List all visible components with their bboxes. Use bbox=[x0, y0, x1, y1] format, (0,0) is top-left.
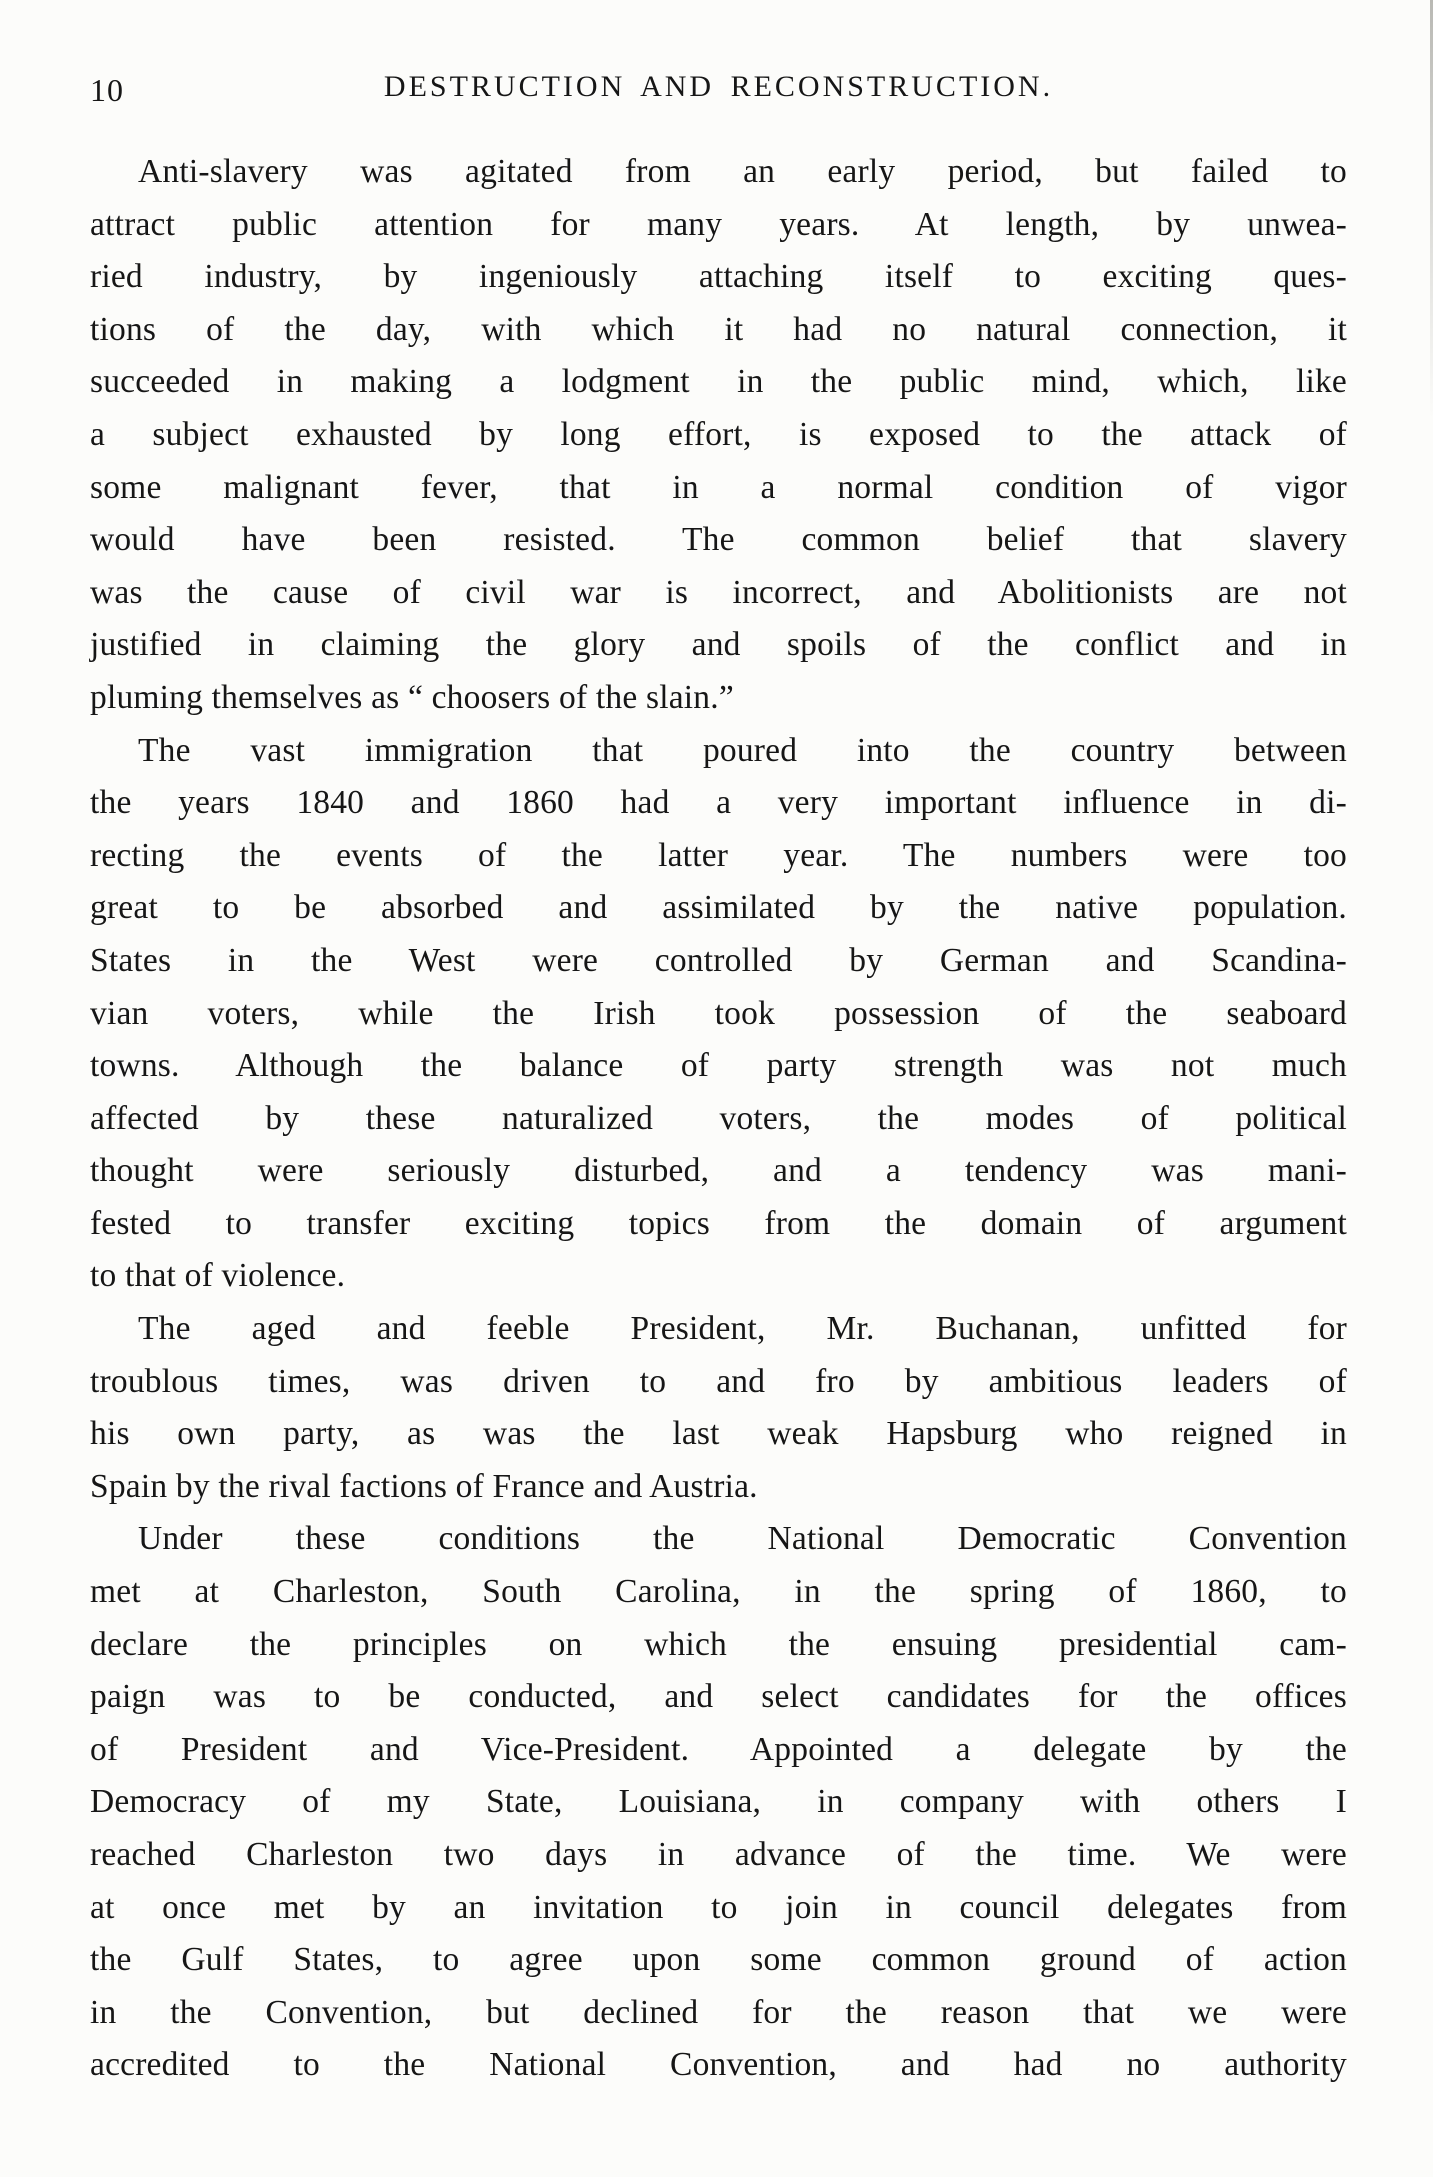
page-number: 10 bbox=[90, 72, 124, 108]
page-header bbox=[90, 70, 1347, 114]
text-line: at once met by an invitation to join in council delegates from bbox=[90, 1888, 1347, 1926]
text-line: of President and Vice-President. Appointed a delegate by the bbox=[90, 1730, 1347, 1768]
text-line: affected by these naturalized voters, the modes of political bbox=[90, 1099, 1347, 1137]
text-line: accredited to the National Convention, and had no authority bbox=[90, 2046, 1347, 2084]
text-line: justified in claiming the glory and spoils of the conflict and in bbox=[90, 626, 1347, 664]
running-head: DESTRUCTION AND RECONSTRUCTION. bbox=[383, 70, 1054, 103]
text-line: Anti-slavery was agitated from an early period, but failed to bbox=[138, 153, 1347, 190]
text-line: declare the principles on which the ensuing presidential cam- bbox=[90, 1625, 1347, 1663]
text-line: a subject exhausted by long effort, is exposed to the attack of bbox=[90, 415, 1347, 453]
text-line: was the cause of civil war is incorrect, and Abolitionists are not bbox=[90, 573, 1347, 611]
text-line: attract public attention for many years. At length, by unwea- bbox=[90, 205, 1347, 243]
text-line: ried industry, by ingeniously attaching itself to exciting ques- bbox=[90, 258, 1347, 296]
text-line: tions of the day, with which it had no natural connection, it bbox=[90, 310, 1347, 348]
text-line: towns. Although the balance of party strength was not much bbox=[90, 1047, 1347, 1085]
text-line: recting the events of the latter year. The numbers were too bbox=[90, 836, 1347, 874]
text-line: Spain by the rival factions of France and Austria. bbox=[90, 1467, 758, 1505]
text-line: great to be absorbed and assimilated by the native population. bbox=[90, 889, 1347, 927]
text-line: to that of violence. bbox=[90, 1257, 346, 1295]
page-body bbox=[90, 146, 1347, 2092]
text-line: vian voters, while the Irish took possession of the seaboard bbox=[90, 994, 1347, 1032]
text-line: in the Convention, but declined for the reason that we were bbox=[90, 1993, 1347, 2031]
text-line: would have been resisted. The common belief that slavery bbox=[90, 521, 1347, 559]
text-line: paign was to be conducted, and select candidates for the offices bbox=[90, 1678, 1347, 1716]
text-line: Democracy of my State, Louisiana, in company with others I bbox=[90, 1783, 1347, 1821]
text-line: met at Charleston, South Carolina, in the spring of 1860, to bbox=[90, 1573, 1347, 1611]
text-line: pluming themselves as “ choosers of the slain.” bbox=[90, 678, 734, 716]
text-line: reached Charleston two days in advance of the time. We were bbox=[90, 1836, 1347, 1873]
text-line: the years 1840 and 1860 had a very important influence in di- bbox=[90, 784, 1347, 822]
text-line: The aged and feeble President, Mr. Buchanan, unfitted for bbox=[138, 1310, 1347, 1348]
text-line: some malignant fever, that in a normal condition of vigor bbox=[90, 468, 1347, 506]
text-line: his own party, as was the last weak Hapsburg who reigned in bbox=[90, 1415, 1347, 1453]
text-line: the Gulf States, to agree upon some common ground of action bbox=[90, 1941, 1347, 1979]
text-line: Under these conditions the National Democratic Convention bbox=[138, 1520, 1347, 1558]
text-line: fested to transfer exciting topics from the domain of argument bbox=[90, 1204, 1347, 1242]
text-line: States in the West were controlled by German and Scandina- bbox=[90, 941, 1347, 979]
text-line: The vast immigration that poured into the country between bbox=[138, 731, 1347, 769]
text-line: succeeded in making a lodgment in the public mind, which, like bbox=[90, 363, 1347, 401]
text-line: thought were seriously disturbed, and a tendency was mani- bbox=[90, 1152, 1347, 1190]
text-line: troublous times, was driven to and fro by ambitious leaders of bbox=[90, 1362, 1347, 1400]
